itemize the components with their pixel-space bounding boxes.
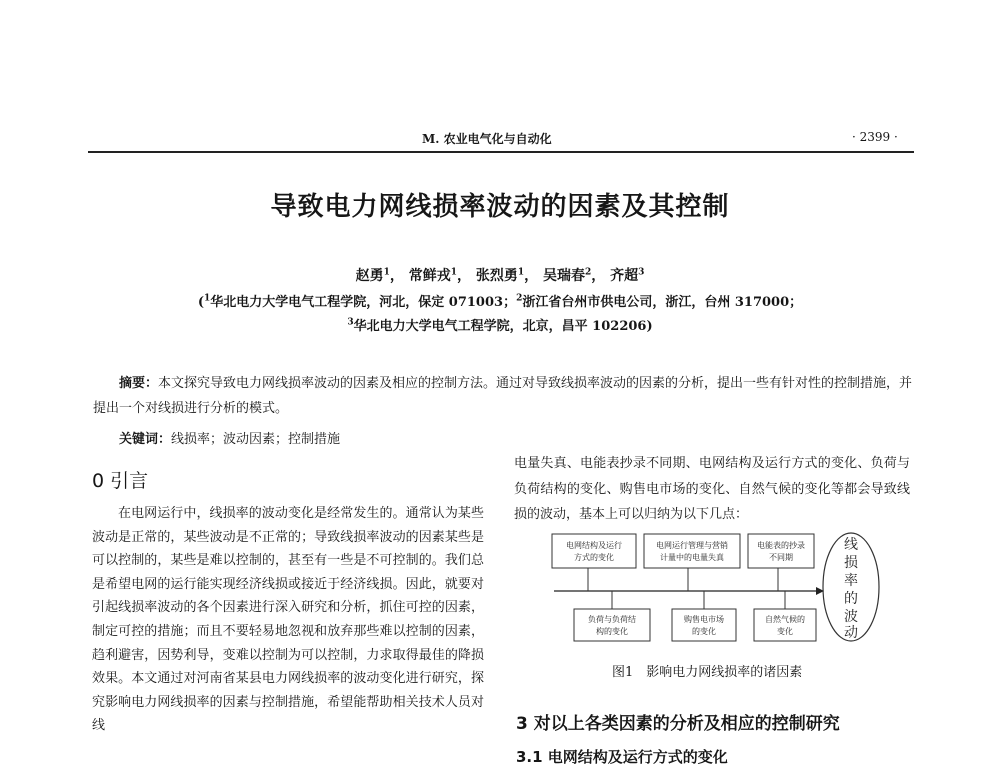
figure-caption: 图1 影响电力网线损率的诸因素	[612, 665, 803, 680]
author-sup: 1	[517, 267, 525, 278]
author: 张烈勇	[475, 268, 518, 284]
affiliation-line-1: ($^1$华北电力大学电气工程学院，河北，保定 071003；$^2$浙江省台州市供电公司，浙江，台州 317000；	[197, 293, 803, 310]
section-heading-3-1: 3.1 电网结构及运行方式的变化	[516, 748, 728, 766]
figure-box-text: 方式的变化	[574, 553, 614, 562]
figure-box-text: 负荷与负荷结	[588, 615, 636, 624]
figure-box-text: 变化	[777, 627, 793, 636]
figure-box-text: 电网结构及运行	[566, 541, 622, 550]
section-heading-3: 3 对以上各类因素的分析及相应的控制研究	[516, 714, 840, 734]
affiliation-text: 浙江省台州市供电公司，浙江，台州 317000；	[522, 295, 803, 310]
figure-box	[644, 534, 740, 568]
paper-title: 导致电力网线损率波动的因素及其控制	[270, 192, 730, 222]
figure-1	[548, 531, 888, 659]
page-number: · 2399 ·	[852, 130, 898, 144]
figure-box-text: 购售电市场	[684, 615, 724, 624]
ellipse-char: 动	[844, 625, 858, 641]
author: 常鲜戎	[408, 268, 451, 284]
affiliation-text: 华北电力大学电气工程学院，北京，昌平 102206)	[353, 319, 653, 334]
author-sup: 1	[383, 267, 390, 278]
author: 齐超	[610, 268, 639, 284]
figure-box	[552, 534, 636, 568]
affiliation-text: 华北电力大学电气工程学院，河北，保定 071003；	[210, 295, 517, 310]
figure-box-text: 电能表的抄录	[757, 541, 805, 550]
keywords-text: 线损率；波动因素；控制措施	[171, 432, 341, 447]
author-sup: 2	[585, 267, 592, 278]
figure-box-text: 自然气候的	[765, 615, 805, 624]
keywords-label: 关键词：	[119, 432, 172, 447]
affiliation-sup: 2	[516, 293, 523, 304]
header-rule	[88, 151, 914, 153]
affiliation-sup: 1	[204, 293, 211, 304]
author-list: 赵勇$^1$， 常鲜戎$^1$， 张烈勇$^1$， 吴瑞春$^2$， 齐超$^3$	[355, 267, 645, 284]
section-heading-intro: 0 引言	[92, 470, 149, 492]
affiliation-sup: 3	[347, 317, 354, 328]
figure-box-text: 的变化	[692, 627, 716, 636]
abstract-text: 本文探究导致电力网线损率波动的因素及相应的控制方法。通过对导致线损率波动的因素的分析，提出一些有针对性的控制措施，并提出一个对线损进行分析的模式。	[93, 376, 913, 416]
abstract	[93, 371, 913, 421]
figure-box	[574, 609, 650, 641]
left-column	[92, 502, 484, 738]
author-sup: 1	[450, 267, 457, 278]
intro-paragraph: 在电网运行中，线损率的波动变化是经常发生的。通常认为某些波动是正常的，某些波动是不正常的；导致线损率波动的因素某些是可以控制的，某些是难以控制的，甚至有一些是不可控制的。我们总是希望电网的运行能实现经济线损或接近于经济线损。因此，就要对引起线损率波动的各个因素进行深入研究和分析，抓住可控的因素，制定可控的措施；而且不要轻易地忽视和放弃那些难以控制的因素，趋利避害，因势利导，变难以控制为可以控制，力求取得最佳的降损效果。本文通过对河南省某县电力网线损率的波动变化进行研究，探究影响电力网线损率的因素与控制措施，希望能帮助相关技术人员对线	[92, 506, 484, 734]
figure-box	[672, 609, 736, 641]
author: 吴瑞春	[543, 268, 585, 284]
author-sup: 3	[638, 267, 645, 278]
figure-box-text: 电网运行管理与营销	[656, 541, 728, 550]
affiliation-line-2	[0, 315, 1000, 334]
ellipse-char: 损	[844, 555, 858, 571]
figure-box	[754, 609, 816, 641]
keywords	[119, 428, 340, 447]
ellipse-char: 线	[844, 537, 858, 553]
ellipse-char: 率	[844, 573, 858, 589]
figure-box-text: 不同期	[769, 553, 793, 562]
journal-header: M. 农业电气化与自动化	[422, 132, 552, 146]
abstract-label: 摘要：	[119, 376, 159, 391]
right-column-paragraph: 电量失真、电能表抄录不同期、电网结构及运行方式的变化、负荷与负荷结构的变化、购售电市场的变化、自然气候的变化等都会导致线损的波动，基本上可以归纳为以下几点：	[514, 456, 910, 522]
figure-box	[748, 534, 814, 568]
figure-box-text: 计量中的电量失真	[660, 553, 724, 562]
figure-box-text: 构的变化	[596, 627, 628, 636]
ellipse-char: 的	[844, 591, 858, 607]
ellipse-char: 波	[844, 609, 858, 625]
author: 赵勇	[355, 268, 384, 284]
